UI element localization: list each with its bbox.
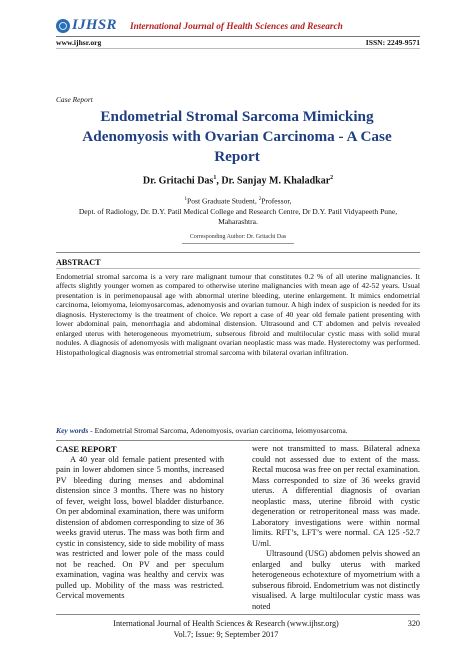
footer-divider: [56, 614, 420, 615]
body-column-right: [252, 444, 420, 612]
affiliation-roles: [70, 195, 406, 207]
article-type: Case Report: [56, 95, 93, 104]
author-affiliation-mark: 2: [330, 175, 334, 181]
footer-journal: International Journal of Health Sciences & Research (www.ijhsr.org): [113, 619, 339, 628]
globe-logo-icon: [56, 19, 70, 33]
journal-website[interactable]: www.ijhsr.org: [56, 38, 102, 47]
keywords-divider: [56, 440, 420, 441]
header-divider-secondary: [56, 48, 420, 49]
corresponding-author: Corresponding Author: Dr. Gritachi Das: [189, 234, 287, 240]
author-name: Dr. Gritachi Das: [142, 175, 214, 187]
section-heading: CASE REPORT: [56, 444, 117, 454]
affiliation-mark: 2: [258, 197, 262, 202]
affiliation-institution: Dept. of Radiology, Dr. D.Y. Patil Medical College and Research Centre, Dr D.Y. Patil Vidyapeeth Pune, Maharashtra.: [78, 206, 398, 226]
author-affiliation-mark: 1: [213, 175, 217, 181]
abstract-top-divider: [56, 252, 420, 253]
body-paragraph: were not transmitted to mass. Bilateral adnexa could not assessed due to extent of the mass. Rectal mucosa was free on per rectal examination. Mass corresponded to size of 36 weeks gravid uterus. A differential diagnosis of ovarian neoplastic mass, uterine fibroid with cystic degeneration or retroperitoneal mass was made. Laboratory investigations were within normal limits. RFT’s, LFT’s were normal. CA 125 -52.7 U/ml.: [252, 444, 420, 548]
journal-header: [56, 18, 420, 36]
abstract-body: Endometrial stromal sarcoma is a very rare malignant tumour that constitutes 0.2 % of all uterine malignancies. It affects slightly younger women as compared to otherwise uterine malignancies with mean age of 42-52 years. Usual presentation is in perimenopausal age with abnormal uterine bleeding, uterine enlargement. It mimics endometrial carcinoma, leiomyoma, leiomyosarcomas, adenomyosis and ovarian tumour. A high index of suspicion is needed for its diagnosis. Hysterectomy is the treatment of choice. We report a case of 40 year old female patient presenting with lower abdominal pain, menorrhagia and abdominal distension. Ultrasound and CT abdomen and pelvis revealed enlarged uterus with heterogeneous myometrium, subserous fibroid and multilocular cystic mass with solid mural nodules. A diagnosis of adenomyosis with malignant ovarian neoplastic mass was made. Hysterectomy was performed. Histopathological diagnosis was entrometrial stromal sarcoma with bilateral ovarian infiltration.: [56, 272, 420, 357]
journal-logo: IJHSR: [72, 17, 117, 33]
footer-volume: Vol.7; Issue: 9; September 2017: [173, 629, 279, 639]
abstract-heading-divider: [56, 268, 420, 269]
journal-name: International Journal of Health Sciences and Research: [130, 22, 343, 32]
affiliation-mark: 1: [184, 197, 187, 202]
affiliation-role: Post Graduate Student,: [187, 196, 259, 206]
abstract-heading: ABSTRACT: [56, 258, 101, 267]
body-paragraph: Ultrasound (USG) abdomen pelvis showed an enlarged and bulky uterus with marked heterogeneous echotexture of myometrium with a subserous fibroid. Endometrium was not distinctly visualised. A large multilocular cystic mass was noted: [252, 549, 420, 611]
affiliation: [70, 195, 406, 227]
keywords-text: Endometrial Stromal Sarcoma, Adenomyosis, ovarian carcinoma, leiomyosarcoma.: [92, 426, 348, 435]
keywords-label: Key words -: [56, 426, 93, 435]
body-column-left: [56, 444, 224, 602]
paper-title: Endometrial Stromal Sarcoma Mimicking Adenomyosis with Ovarian Carcinoma - A Case Report: [82, 108, 392, 165]
author-name: Dr. Sanjay M. Khaladkar: [221, 175, 331, 187]
author-list: [56, 175, 420, 186]
corresponding-divider: [182, 243, 294, 244]
body-paragraph: A 40 year old female patient presented with pain in lower abdomen since 5 months, increased PV bleeding during menses and abdominal distension since 3 months. There was no history of fever, weight loss, bowel bladder disturbance. On per abdominal examination, there was uniform distension of abdomen corresponding to size of 36 weeks gravid uterus. The mass was both firm and cystic in consistency, side to side mobility of mass was restricted and lower pole of the mass could not be reached. On PV and per speculum examination, vagina was healthy and cervix was pulled up. Mobility of the mass was restricted. Cervical movements: [56, 454, 224, 600]
page-footer: [56, 619, 396, 640]
header-divider: [56, 36, 420, 37]
journal-issn: ISSN: 2249-9571: [365, 38, 420, 47]
author-separator: ,: [216, 175, 222, 187]
keywords: [56, 426, 420, 435]
affiliation-role: Professor,: [261, 196, 292, 206]
page-number: 320: [407, 619, 420, 628]
